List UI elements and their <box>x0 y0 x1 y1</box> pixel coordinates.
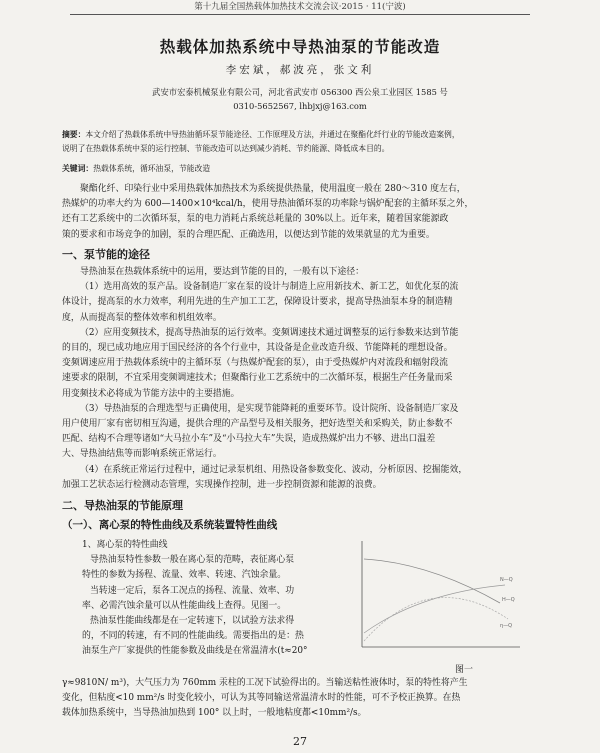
text-line: （4）在系统正常运行过程中，通过记录泵机组、用热设备参数变化、波动，分析原因、挖掘能效， <box>80 464 468 475</box>
abstract-label: 摘要： <box>62 130 86 139</box>
text-line: 度，从而提高泵的整体效率和机组效率。 <box>62 312 222 323</box>
intro-paragraph <box>62 182 542 243</box>
text-line: 匹配、结构不合理等诸如“大马拉小车”及“小马拉大车”失误，造成热媒炉出力不够、进出口温差 <box>62 434 436 445</box>
text-line: 热油泵性能曲线都是在一定转速下，以试验方法求得 <box>90 616 295 627</box>
abstract <box>62 128 542 156</box>
section-2-heading: 二、导热油泵的节能原理 <box>62 499 183 512</box>
figure-caption: 图一 <box>455 665 474 675</box>
text-line: 聚酯化纤、印染行业中采用热载体加热技术为系统提供热量，使用温度一般在 280～310 度左右， <box>80 184 466 194</box>
section-1-body <box>62 265 542 493</box>
text-line: 加强工艺状态运行检测动态管理，实现操作控制，进一步控制资源和能源的浪费。 <box>62 479 382 490</box>
section-1-heading: 一、泵节能的途径 <box>62 248 150 261</box>
keywords-text: 热载体系统，循环油泵，节能改造 <box>93 164 211 173</box>
text-line: 速要求的限制，不宜采用变频调速技术；但聚酯行业工艺系统中的二次循环泵，根据生产任务量而采 <box>62 373 453 384</box>
author-contact: 0310-5652567, lhbjxj@163.com <box>233 101 367 111</box>
text-line: 变频调速应用于热载体系统中的主循环泵（与热媒炉配套的泵），由于受热媒炉内对流段和辐射段流 <box>62 358 449 369</box>
text-line: 当转速一定后，泵各工况点的扬程、流量、效率、功 <box>90 585 295 596</box>
sub-heading: 1、离心泵的特性曲线 <box>82 540 168 550</box>
abstract-line: 说明了在热载体系统中泵的运行控制、节能改造可以达到减少消耗、节约能源、降低成本目的。 <box>62 144 390 153</box>
text-line: （3）导热油泵的合理选型与正确使用，是实现节能降耗的重要环节。设计院所、设备制造厂家及 <box>80 403 459 414</box>
text-line: 的，不同的转速，有不同的性能曲线。需要指出的是：热 <box>82 631 304 642</box>
abstract-line: 本文介绍了热载体系统中导热油循环泵节能途径、工作原理及方法，并通过在聚酯化纤行业的节能改造案例， <box>85 130 460 139</box>
text-line: 热媒炉的功率大约为 600—1400×10⁴kcal/h，使用导热油循环泵的功率除与锅炉配套的主循环泵之外， <box>62 199 474 210</box>
text-line: 大、导热油结焦等而影响系统正常运行。 <box>62 449 222 460</box>
text-line: 变化，但粘度<10 mm²/s 时变化较小，可认为其等同输送常温清水时的性能，可不予校正换算。在热 <box>62 693 461 704</box>
text-line: 用变频技术必将成为节能方法中的主要措施。 <box>62 388 240 399</box>
text-line: 特性的参数为扬程、流量、效率、转速、汽蚀余量。 <box>82 570 287 581</box>
power-curve <box>364 585 505 633</box>
text-line: （2）应用变频技术，提高导热油泵的运行效率。变频调速技术通过调整泵的运行参数来达到节能 <box>80 327 459 338</box>
text-line: 导热油泵特性参数一般在离心泵的范畴，表征离心泵 <box>90 555 295 566</box>
keywords <box>62 163 542 174</box>
text-line: 率、必需汽蚀余量可以从性能曲线上查得。见图一。 <box>82 600 287 611</box>
curve-label: H—Q <box>502 597 515 603</box>
text-line: （1）选用高效的泵产品。设备制造厂家在泵的设计与制造上应用新技术、新工艺，如优化泵的流 <box>80 282 459 293</box>
text-line: 策的要求和市场竞争的加剧，泵的合理匹配、正确选用，以便达到节能的效果就显的尤为重要。 <box>62 229 435 240</box>
subsection-heading: （一）、离心泵的特性曲线及系统装置特性曲线 <box>62 519 278 531</box>
section-2-continued <box>62 676 542 722</box>
paper-authors: 李宏斌，郝波亮，张文利 <box>225 64 375 76</box>
curve-label: N—Q <box>500 577 513 583</box>
text-line: 体设计，提高泵的水力效率，利用先进的生产加工工艺，保障设计要求，提高导热油泵本身的制造精 <box>62 297 453 308</box>
text-line: 油泵生产厂家提供的性能参数及曲线是在常温清水(t≈20° <box>82 646 308 657</box>
paper-title: 热载体加热系统中导热油泵的节能改造 <box>159 37 441 56</box>
text-line: 的目的，现已成功地应用于国民经济的各个行业中，其设备是企业改造升级、节能降耗的理想设备。 <box>62 343 453 354</box>
text-line: 导热油泵在热载体系统中的运用，要达到节能的目的，一般有以下途径： <box>80 267 364 277</box>
text-line: 用户使用厂家有密切相互沟通，提供合理的产品型号及相关服务，把好选型关和采购关，防止参数不 <box>62 419 453 430</box>
head-curve <box>364 559 500 603</box>
text-line: 载体加热系统中，当导热油加热到 100° 以上时，一般地粘度都<10mm²/s。 <box>62 708 367 719</box>
header-rule <box>70 14 530 15</box>
section-2-body <box>82 538 352 660</box>
curve-label: η—Q <box>500 623 513 629</box>
page-number: 27 <box>293 735 307 748</box>
keywords-label: 关键词： <box>62 164 94 173</box>
text-line: γ≈9810N/ m³)，大气压力为 760mm 汞柱的工况下试验得出的。当输送粘性液体时，泵的特性将产生 <box>62 678 468 688</box>
author-affiliation: 武安市宏泰机械泵业有限公司，河北省武安市 056300 西公泉工业园区 1585 号 <box>152 87 448 97</box>
running-head: 第十九届全国热载体加热技术交流会议·2015 · 11(宁波) <box>194 2 406 12</box>
text-line: 还有工艺系统中的二次循环泵，泵的电力消耗占系统总耗量的 30%以上。近年来，随着国家能源政 <box>62 214 449 225</box>
pump-curve-figure <box>350 537 525 657</box>
